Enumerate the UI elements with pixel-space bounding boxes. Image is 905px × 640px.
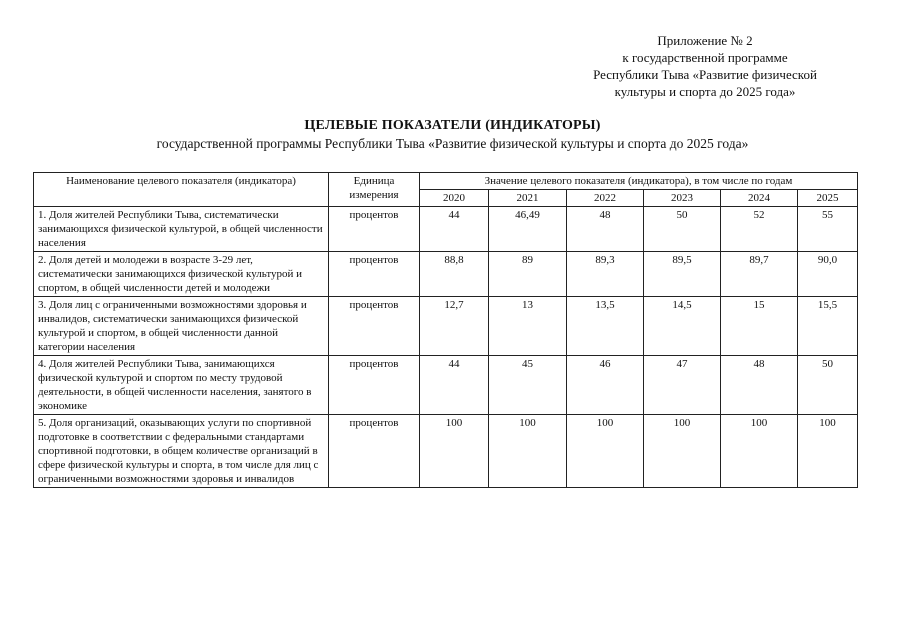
indicator-value: 100 — [644, 415, 721, 488]
indicator-value: 50 — [798, 356, 858, 415]
indicator-unit: процентов — [329, 356, 420, 415]
indicator-value: 48 — [721, 356, 798, 415]
indicator-name: 4. Доля жителей Республики Тыва, занимающихся физической культурой и спортом по месту трудовой деятельности, в общей численности населения, занятого в экономике — [34, 356, 329, 415]
header-year: 2022 — [567, 190, 644, 207]
indicator-value: 89 — [489, 252, 567, 297]
header-year: 2024 — [721, 190, 798, 207]
appendix-line: Приложение № 2 — [657, 33, 753, 48]
indicator-value: 50 — [644, 207, 721, 252]
indicator-value: 100 — [798, 415, 858, 488]
table-row — [34, 297, 858, 356]
appendix-line: Республики Тыва «Развитие физической — [593, 67, 817, 82]
table-row — [34, 356, 858, 415]
indicator-value: 100 — [721, 415, 798, 488]
header-year: 2025 — [798, 190, 858, 207]
indicator-value: 48 — [567, 207, 644, 252]
indicator-value: 15 — [721, 297, 798, 356]
document-title: ЦЕЛЕВЫЕ ПОКАЗАТЕЛИ (ИНДИКАТОРЫ) — [304, 118, 601, 133]
header-year: 2021 — [489, 190, 567, 207]
indicator-unit: процентов — [329, 297, 420, 356]
indicator-value: 12,7 — [420, 297, 489, 356]
table-row — [34, 252, 858, 297]
header-year: 2020 — [420, 190, 489, 207]
indicator-value: 14,5 — [644, 297, 721, 356]
header-name: Наименование целевого показателя (индикатора) — [34, 173, 329, 207]
table-row — [34, 207, 858, 252]
indicator-value: 100 — [567, 415, 644, 488]
indicator-name: 2. Доля детей и молодежи в возрасте 3-29 лет, систематически занимающихся физической культурой и спортом, в общей численности детей и молодежи — [34, 252, 329, 297]
appendix-line: культуры и спорта до 2025 года» — [614, 84, 796, 99]
indicator-value: 89,3 — [567, 252, 644, 297]
indicator-value: 44 — [420, 356, 489, 415]
indicator-value: 45 — [489, 356, 567, 415]
indicator-value: 100 — [489, 415, 567, 488]
indicator-value: 46 — [567, 356, 644, 415]
indicators-table — [33, 172, 858, 488]
document-subtitle: государственной программы Республики Тыва «Развитие физической культуры и спорта до 2025 года» — [156, 136, 749, 151]
indicator-value: 55 — [798, 207, 858, 252]
indicator-value: 89,7 — [721, 252, 798, 297]
table-row — [34, 415, 858, 488]
appendix-line: к государственной программе — [622, 50, 788, 65]
indicator-value: 44 — [420, 207, 489, 252]
indicator-value: 13 — [489, 297, 567, 356]
indicator-unit: процентов — [329, 415, 420, 488]
header-unit: Единица измерения — [329, 173, 420, 207]
indicator-value: 47 — [644, 356, 721, 415]
indicator-name: 5. Доля организаций, оказывающих услуги по спортивной подготовке в соответствии с федеральными стандартами спортивной подготовки, в общем количестве организаций в сфере физической культуры и спорта, в том числе для лиц с ограниченными возможностями здоровья и инвалидов — [34, 415, 329, 488]
indicator-unit: процентов — [329, 252, 420, 297]
indicator-value: 13,5 — [567, 297, 644, 356]
header-year: 2023 — [644, 190, 721, 207]
header-values: Значение целевого показателя (индикатора), в том числе по годам — [420, 173, 858, 190]
appendix-heading — [560, 32, 850, 100]
indicator-name: 1. Доля жителей Республики Тыва, систематически занимающихся физической культурой, в общей численности населения — [34, 207, 329, 252]
indicator-value: 52 — [721, 207, 798, 252]
indicator-value: 15,5 — [798, 297, 858, 356]
indicator-value: 88,8 — [420, 252, 489, 297]
indicator-name: 3. Доля лиц с ограниченными возможностями здоровья и инвалидов, систематически занимающихся физической культурой и спортом, в общей численности данной категории населения — [34, 297, 329, 356]
indicator-value: 90,0 — [798, 252, 858, 297]
indicator-value: 46,49 — [489, 207, 567, 252]
indicator-value: 100 — [420, 415, 489, 488]
indicator-unit: процентов — [329, 207, 420, 252]
indicator-value: 89,5 — [644, 252, 721, 297]
